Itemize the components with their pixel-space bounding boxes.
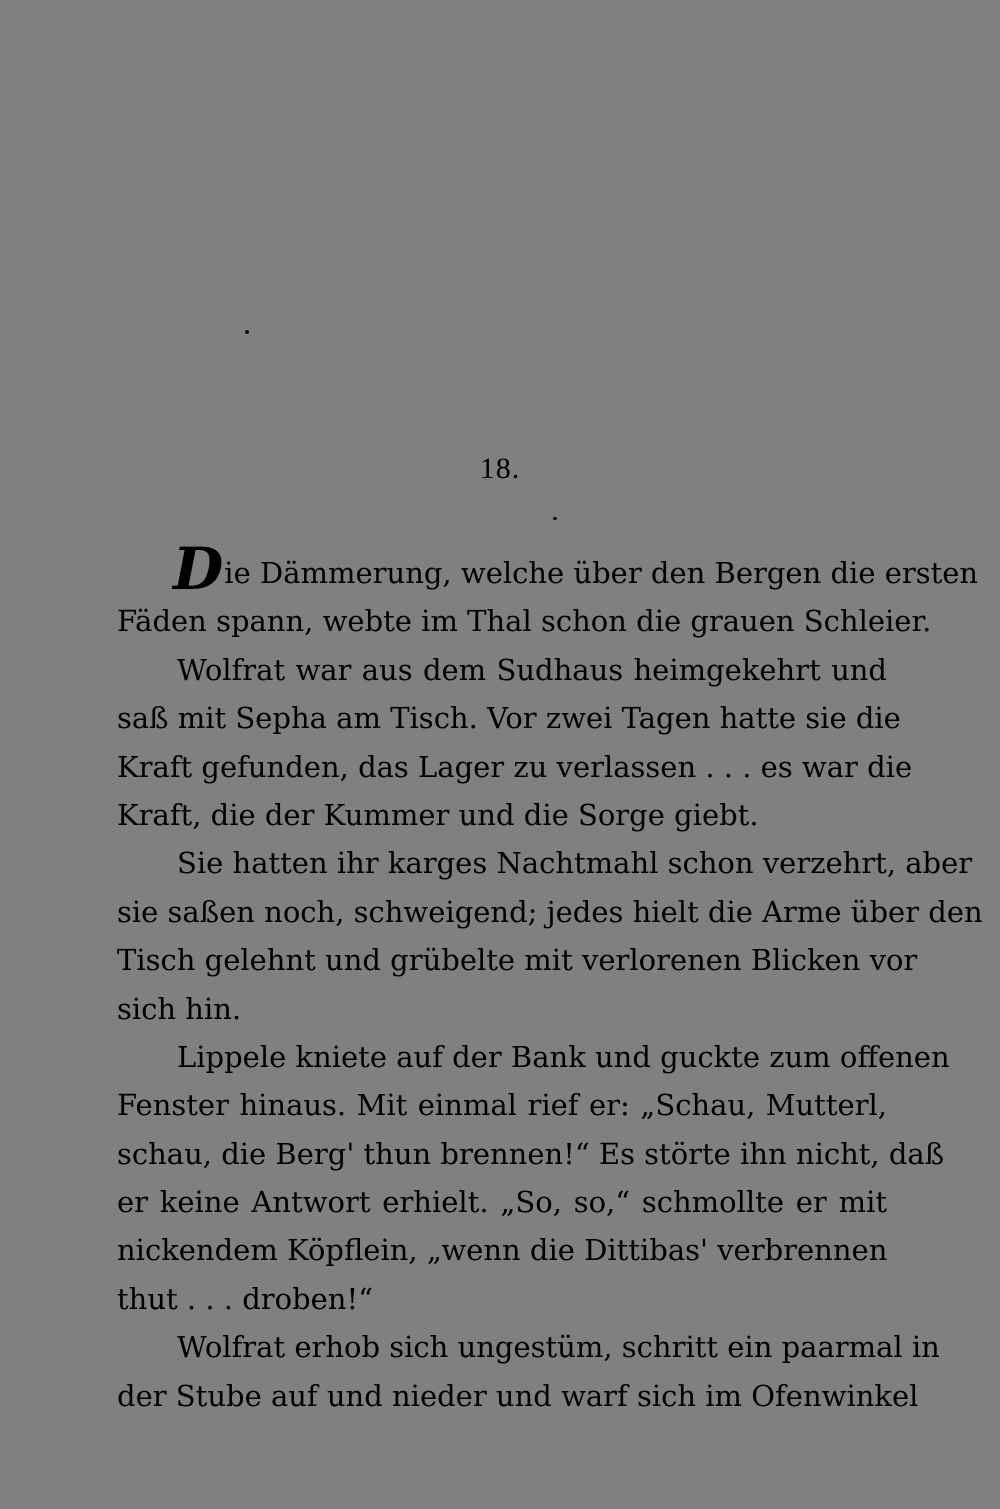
print-speck [553,517,557,520]
text-line-16: thut . . . droben!“ [117,1281,373,1316]
text-line-18: der Stube auf und nieder und warf sich im Ofenwinkel [117,1378,919,1413]
text-line-10: sich hin. [117,991,242,1026]
text-line-5: Kraft gefunden, das Lager zu verlassen . . . es war die [117,749,913,784]
text-line-4: saß mit Sepha am Tisch. Vor zwei Tagen hatte sie die [117,701,901,736]
text-line-9: Tisch gelehnt und grübelte mit verlorenen Blicken vor [117,943,918,978]
text-line-8: sie saßen noch, schweigend; jedes hielt die Arme über den [117,894,983,929]
text-line-3: Wolfrat war aus dem Sudhaus heimgekehrt und [177,652,887,687]
text-line-17: Wolfrat erhob sich ungestüm, schritt ein paarmal in [177,1330,940,1365]
text-line-15: nickendem Köpflein, „wenn die Dittibas' verbrennen [117,1233,888,1268]
drop-cap: D [173,535,224,603]
text-line-1-content: ie Dämmerung, welche über den Bergen die ersten [224,556,979,590]
chapter-number: 18. [479,452,521,485]
body-text [117,535,983,1420]
text-line-7: Sie hatten ihr karges Nachtmahl schon verzehrt, aber [177,846,973,881]
text-line-6: Kraft, die der Kummer und die Sorge giebt. [117,797,759,832]
text-line-1 [117,535,979,603]
text-line-2: Fäden spann, webte im Thal schon die grauen Schleier. [117,604,932,639]
text-line-11: Lippele kniete auf der Bank und guckte zum offenen [177,1039,950,1074]
text-line-14: er keine Antwort erhielt. „So, so,“ schmollte er mit [117,1185,887,1220]
text-line-12: Fenster hinaus. Mit einmal rief er: „Schau, Mutterl, [117,1088,887,1123]
text-line-13: schau, die Berg' thun brennen!“ Es störte ihn nicht, daß [117,1136,945,1171]
print-speck [245,330,249,334]
